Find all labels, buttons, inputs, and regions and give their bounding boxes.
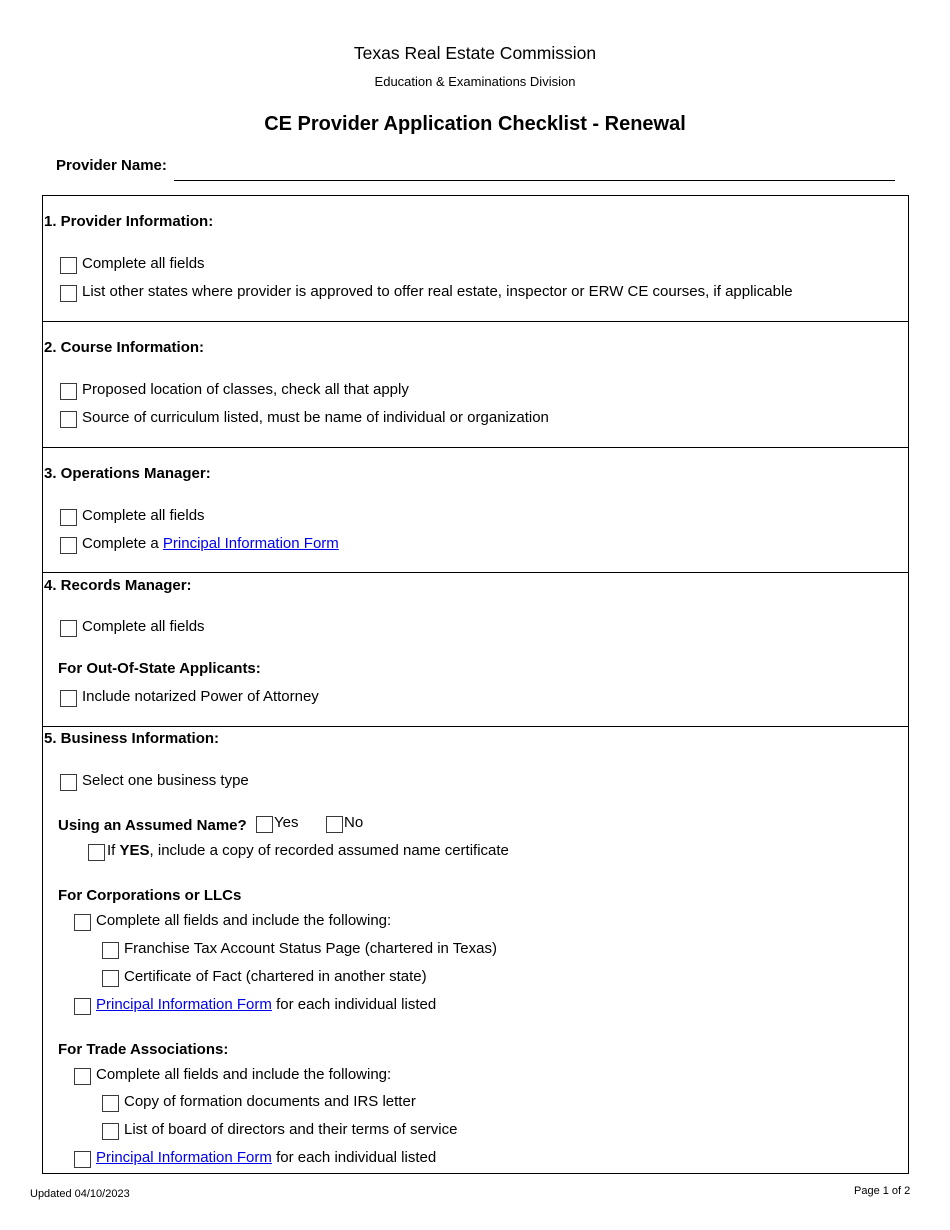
section-heading-course-information: 2. Course Information: [44, 339, 205, 356]
page-number: Page 1 of 2 [854, 1185, 911, 1197]
division-name: Education & Examinations Division [374, 74, 576, 89]
if-prefix-text: If [107, 842, 116, 859]
checklist-item-label: Complete all fields [82, 507, 205, 524]
organization-name: Texas Real Estate Commission [353, 43, 597, 63]
section-heading-records-manager: 4. Records Manager: [44, 577, 192, 594]
section-heading-operations-manager: 3. Operations Manager: [44, 465, 211, 482]
page-title: CE Provider Application Checklist - Renewal [264, 113, 686, 135]
checkbox-certificate-of-fact[interactable] [102, 970, 119, 987]
checkbox-trade-complete-all-fields[interactable] [74, 1068, 91, 1085]
subheading-trade-associations: For Trade Associations: [58, 1041, 229, 1058]
subheading-corporations-llcs: For Corporations or LLCs [58, 887, 242, 904]
provider-name-label: Provider Name: [56, 157, 167, 174]
checkbox-assumed-name-certificate[interactable] [88, 844, 105, 861]
principal-information-form-link[interactable]: Principal Information Form [162, 535, 339, 552]
checkbox-franchise-tax-status[interactable] [102, 942, 119, 959]
checkbox-select-business-type[interactable] [60, 774, 77, 791]
checkbox-corp-principal-form[interactable] [74, 998, 91, 1015]
checkbox-assumed-name-no[interactable] [326, 816, 343, 833]
if-rest-text: , include a copy of recorded assumed name certificate [149, 842, 509, 859]
checklist-item-label: Source of curriculum listed, must be name of individual or organization [82, 409, 549, 426]
checkbox-trade-principal-form[interactable] [74, 1151, 91, 1168]
checklist-item-label [96, 1149, 436, 1166]
checklist-item-label: Complete all fields and include the following: [96, 912, 392, 929]
checklist-item-label: Complete all fields [82, 255, 205, 272]
section-heading-provider-information: 1. Provider Information: [44, 213, 214, 230]
checklist-item-label: Select one business type [82, 772, 249, 789]
subheading-out-of-state: For Out-Of-State Applicants: [58, 660, 261, 677]
checklist-item-label: Include notarized Power of Attorney [82, 688, 319, 705]
section-divider [42, 726, 909, 727]
checklist-item-label: Certificate of Fact (chartered in another state) [124, 968, 427, 985]
section-divider [42, 447, 909, 448]
checklist-item-label: Copy of formation documents and IRS letter [124, 1093, 416, 1110]
checkbox-corp-complete-all-fields[interactable] [74, 914, 91, 931]
option-label-no: No [344, 814, 364, 831]
checklist-item-label: Franchise Tax Account Status Page (chartered in Texas) [124, 940, 497, 957]
checklist-item-label [82, 535, 339, 552]
checkbox-complete-all-fields[interactable] [60, 509, 77, 526]
section-heading-business-information: 5. Business Information: [44, 730, 220, 747]
link-rest-text: for each individual listed [276, 1149, 437, 1166]
checklist-item-label: Complete all fields [82, 618, 205, 635]
checkbox-complete-all-fields[interactable] [60, 257, 77, 274]
checklist-item-label: Proposed location of classes, check all that apply [82, 381, 409, 398]
checklist-item-label: List other states where provider is approved to offer real estate, inspector or ERW CE courses, if applicable [82, 283, 793, 300]
checkbox-assumed-name-yes[interactable] [256, 816, 273, 833]
checklist-item-label: List of board of directors and their terms of service [124, 1121, 458, 1138]
checkbox-board-of-directors[interactable] [102, 1123, 119, 1140]
principal-information-form-link[interactable]: Principal Information Form [96, 1149, 272, 1166]
option-label-yes: Yes [274, 814, 299, 831]
checkbox-proposed-location[interactable] [60, 383, 77, 400]
checklist-item-label [107, 842, 509, 859]
yes-emphasis: YES [119, 842, 150, 859]
link-rest-text: for each individual listed [276, 996, 437, 1013]
checkbox-formation-documents[interactable] [102, 1095, 119, 1112]
checkbox-complete-all-fields[interactable] [60, 620, 77, 637]
checkbox-power-of-attorney[interactable] [60, 690, 77, 707]
section-divider [42, 572, 909, 573]
provider-name-underline [174, 180, 895, 181]
checkbox-principal-information-form[interactable] [60, 537, 77, 554]
assumed-name-question: Using an Assumed Name? [58, 817, 247, 834]
checkbox-source-of-curriculum[interactable] [60, 411, 77, 428]
checklist-item-label [96, 996, 436, 1013]
checklist-item-label: Complete all fields and include the following: [96, 1066, 392, 1083]
checkbox-list-other-states[interactable] [60, 285, 77, 302]
section-divider [42, 321, 909, 322]
item-prefix-text: Complete a [82, 535, 159, 552]
updated-date: Updated 04/10/2023 [30, 1188, 130, 1200]
principal-information-form-link[interactable]: Principal Information Form [96, 996, 272, 1013]
